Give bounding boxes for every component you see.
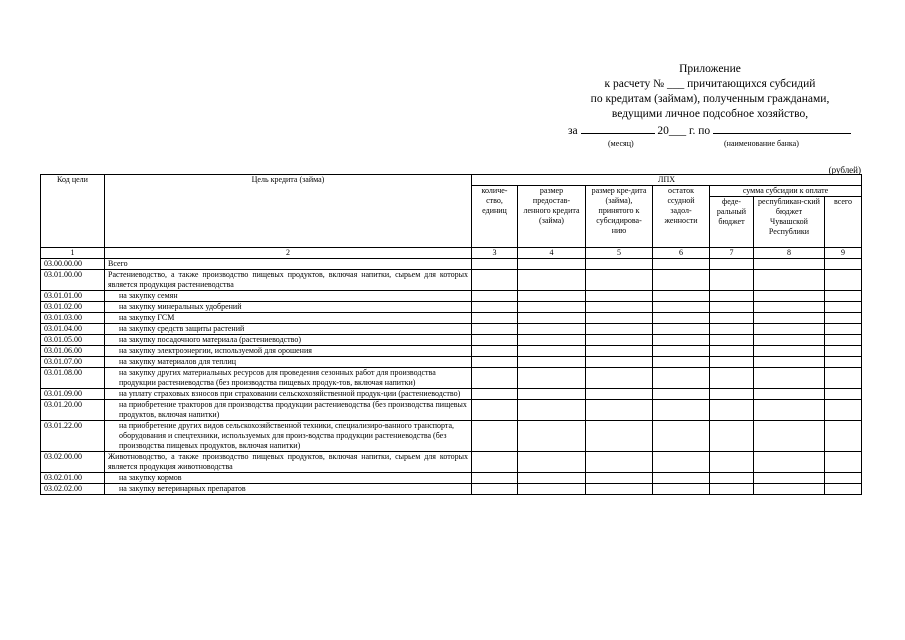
- value-cell[interactable]: [754, 302, 825, 313]
- value-cell[interactable]: [472, 473, 518, 484]
- value-cell[interactable]: [472, 452, 518, 473]
- value-cell[interactable]: [586, 291, 653, 302]
- value-cell[interactable]: [825, 291, 862, 302]
- row-code: 03.01.08.00: [41, 368, 105, 389]
- row-purpose: на приобретение тракторов для производства продукции растениеводства (без производства пищевых продуктов, включая напитки): [105, 400, 472, 421]
- value-cell[interactable]: [710, 368, 754, 389]
- value-cell[interactable]: [825, 313, 862, 324]
- table-row: [41, 313, 862, 324]
- table-row: [41, 389, 862, 400]
- appendix-title: Приложение: [679, 63, 741, 75]
- col-num: 8: [754, 248, 825, 259]
- value-cell[interactable]: [472, 389, 518, 400]
- value-cell[interactable]: [825, 270, 862, 291]
- row-purpose: Всего: [105, 259, 472, 270]
- col-federal-header: феде-ральный бюджет: [710, 197, 754, 248]
- value-cell[interactable]: [653, 368, 710, 389]
- value-cell[interactable]: [710, 400, 754, 421]
- appendix-line-4: ведущими личное подсобное хозяйство,: [611, 108, 809, 120]
- col-num: 1: [41, 248, 105, 259]
- row-code: 03.01.00.00: [41, 270, 105, 291]
- value-cell[interactable]: [825, 302, 862, 313]
- value-cell[interactable]: [754, 259, 825, 270]
- value-cell[interactable]: [518, 484, 586, 495]
- appendix-line-3: по кредитам (займам), полученным гражданами,: [590, 93, 830, 105]
- col-purpose-header: Цель кредита (займа): [105, 175, 472, 248]
- value-cell[interactable]: [653, 400, 710, 421]
- value-cell[interactable]: [518, 357, 586, 368]
- value-cell[interactable]: [653, 270, 710, 291]
- subsidy-table: [40, 174, 862, 495]
- month-hint: (месяц): [608, 139, 634, 148]
- value-cell[interactable]: [653, 452, 710, 473]
- value-cell[interactable]: [710, 324, 754, 335]
- value-cell[interactable]: [518, 452, 586, 473]
- value-cell[interactable]: [825, 259, 862, 270]
- appendix-header: [540, 62, 880, 151]
- za-label: за: [568, 125, 578, 137]
- value-cell[interactable]: [653, 335, 710, 346]
- col-accepted-header: размер кре-дита (займа), принятого к субсидирова-нию: [586, 186, 653, 248]
- row-purpose: на закупку ветеринарных препаратов: [105, 484, 472, 495]
- value-cell[interactable]: [586, 270, 653, 291]
- value-cell[interactable]: [586, 473, 653, 484]
- value-cell[interactable]: [653, 484, 710, 495]
- row-purpose: на закупку посадочного материала (растениеводство): [105, 335, 472, 346]
- row-code: 03.01.05.00: [41, 335, 105, 346]
- value-cell[interactable]: [825, 389, 862, 400]
- value-cell[interactable]: [825, 346, 862, 357]
- value-cell[interactable]: [472, 357, 518, 368]
- value-cell[interactable]: [518, 421, 586, 452]
- value-cell[interactable]: [825, 473, 862, 484]
- table-row: [41, 291, 862, 302]
- table-row: [41, 484, 862, 495]
- value-cell[interactable]: [518, 368, 586, 389]
- value-cell[interactable]: [754, 313, 825, 324]
- value-cell[interactable]: [710, 302, 754, 313]
- value-cell[interactable]: [825, 368, 862, 389]
- value-cell[interactable]: [586, 259, 653, 270]
- value-cell[interactable]: [586, 368, 653, 389]
- value-cell[interactable]: [710, 452, 754, 473]
- col-granted-header: размер предостав-ленного кредита (займа): [518, 186, 586, 248]
- row-purpose: на закупку кормов: [105, 473, 472, 484]
- row-code: 03.02.00.00: [41, 452, 105, 473]
- row-purpose: на закупку материалов для теплиц: [105, 357, 472, 368]
- value-cell[interactable]: [710, 313, 754, 324]
- row-code: 03.00.00.00: [41, 259, 105, 270]
- col-subsidy-header: сумма субсидии к оплате: [710, 186, 862, 197]
- row-purpose: на приобретение других видов сельскохозяйственной техники, специализиро-ванного транспорта, оборудования и спецтехники, используемых для произ-водства продукции растениеводства (без производства пищевых продуктов, включая напитки): [105, 421, 472, 452]
- value-cell[interactable]: [518, 291, 586, 302]
- row-code: 03.01.02.00: [41, 302, 105, 313]
- period-line: [540, 122, 880, 139]
- value-cell[interactable]: [825, 324, 862, 335]
- table-row: [41, 270, 862, 291]
- row-purpose: на закупку средств защиты растений: [105, 324, 472, 335]
- row-purpose: Растениеводство, а также производство пищевых продуктов, включая напитки, сырьем для которых является продукция растениеводства: [105, 270, 472, 291]
- value-cell[interactable]: [653, 302, 710, 313]
- col-num: 2: [105, 248, 472, 259]
- value-cell[interactable]: [518, 270, 586, 291]
- row-purpose: Животноводство, а также производство пищевых продуктов, включая напитки, сырьем для которых является продукция животноводства: [105, 452, 472, 473]
- value-cell[interactable]: [472, 484, 518, 495]
- table-row: [41, 473, 862, 484]
- value-cell[interactable]: [710, 346, 754, 357]
- value-cell[interactable]: [653, 473, 710, 484]
- value-cell[interactable]: [472, 346, 518, 357]
- col-count-header: количе-ство, единиц: [472, 186, 518, 248]
- value-cell[interactable]: [754, 452, 825, 473]
- row-purpose: на закупку семян: [105, 291, 472, 302]
- row-code: 03.01.06.00: [41, 346, 105, 357]
- value-cell[interactable]: [825, 335, 862, 346]
- value-cell[interactable]: [472, 324, 518, 335]
- value-cell[interactable]: [472, 259, 518, 270]
- value-cell[interactable]: [518, 302, 586, 313]
- value-cell[interactable]: [710, 270, 754, 291]
- table-row: [41, 400, 862, 421]
- value-cell[interactable]: [586, 400, 653, 421]
- value-cell[interactable]: [518, 259, 586, 270]
- value-cell[interactable]: [653, 259, 710, 270]
- row-code: 03.01.22.00: [41, 421, 105, 452]
- value-cell[interactable]: [472, 270, 518, 291]
- value-cell[interactable]: [472, 313, 518, 324]
- value-cell[interactable]: [754, 389, 825, 400]
- col-lph-header: ЛПХ: [472, 175, 862, 186]
- value-cell[interactable]: [586, 421, 653, 452]
- value-cell[interactable]: [472, 421, 518, 452]
- col-num: 7: [710, 248, 754, 259]
- table-row: [41, 335, 862, 346]
- table-row: [41, 368, 862, 389]
- row-code: 03.01.07.00: [41, 357, 105, 368]
- value-cell[interactable]: [472, 400, 518, 421]
- value-cell[interactable]: [653, 313, 710, 324]
- value-cell[interactable]: [472, 291, 518, 302]
- appendix-line-2: к расчету № ___ причитающихся субсидий: [604, 78, 816, 90]
- value-cell[interactable]: [586, 313, 653, 324]
- value-cell[interactable]: [754, 291, 825, 302]
- value-cell[interactable]: [754, 324, 825, 335]
- value-cell[interactable]: [518, 389, 586, 400]
- col-num: 4: [518, 248, 586, 259]
- row-code: 03.01.01.00: [41, 291, 105, 302]
- value-cell[interactable]: [653, 357, 710, 368]
- value-cell[interactable]: [518, 324, 586, 335]
- table-body: [41, 259, 862, 495]
- table-row: [41, 452, 862, 473]
- col-num: 5: [586, 248, 653, 259]
- value-cell[interactable]: [586, 357, 653, 368]
- value-cell[interactable]: [586, 452, 653, 473]
- value-cell[interactable]: [472, 368, 518, 389]
- col-num: 6: [653, 248, 710, 259]
- row-code: 03.01.04.00: [41, 324, 105, 335]
- value-cell[interactable]: [586, 302, 653, 313]
- row-purpose: на закупку минеральных удобрений: [105, 302, 472, 313]
- col-num: 3: [472, 248, 518, 259]
- table-row: [41, 357, 862, 368]
- value-cell[interactable]: [472, 302, 518, 313]
- value-cell[interactable]: [518, 335, 586, 346]
- value-cell[interactable]: [710, 259, 754, 270]
- col-republic-header: республикан-ский бюджет Чувашской Республики: [754, 197, 825, 248]
- row-code: 03.02.02.00: [41, 484, 105, 495]
- value-cell[interactable]: [518, 473, 586, 484]
- row-purpose: на закупку электроэнергии, используемой для орошения: [105, 346, 472, 357]
- value-cell[interactable]: [586, 346, 653, 357]
- value-cell[interactable]: [472, 335, 518, 346]
- value-cell[interactable]: [754, 400, 825, 421]
- value-cell[interactable]: [710, 335, 754, 346]
- value-cell[interactable]: [754, 357, 825, 368]
- value-cell[interactable]: [754, 346, 825, 357]
- value-cell[interactable]: [586, 335, 653, 346]
- value-cell[interactable]: [754, 270, 825, 291]
- table-row: [41, 302, 862, 313]
- value-cell[interactable]: [710, 421, 754, 452]
- value-cell[interactable]: [586, 484, 653, 495]
- value-cell[interactable]: [754, 368, 825, 389]
- row-code: 03.02.01.00: [41, 473, 105, 484]
- value-cell[interactable]: [653, 346, 710, 357]
- table-row: [41, 346, 862, 357]
- table-row: [41, 421, 862, 452]
- col-balance-header: остаток ссудной задол-женности: [653, 186, 710, 248]
- value-cell[interactable]: [586, 389, 653, 400]
- value-cell[interactable]: [518, 400, 586, 421]
- row-purpose: на уплату страховых взносов при страховании сельскохозяйственной продук-ции (растениеводство): [105, 389, 472, 400]
- month-blank[interactable]: [581, 122, 655, 134]
- value-cell[interactable]: [586, 324, 653, 335]
- row-code: 03.01.03.00: [41, 313, 105, 324]
- col-total-header: всего: [825, 197, 862, 248]
- table-row: [41, 324, 862, 335]
- year-label: 20___ г. по: [657, 125, 711, 137]
- value-cell[interactable]: [754, 473, 825, 484]
- value-cell[interactable]: [710, 291, 754, 302]
- bank-hint: (наименование банка): [724, 139, 799, 148]
- row-code: 03.01.20.00: [41, 400, 105, 421]
- value-cell[interactable]: [518, 346, 586, 357]
- units-label: (рублей): [828, 165, 861, 175]
- bank-blank[interactable]: [713, 122, 851, 134]
- row-purpose: на закупку других материальных ресурсов для проведения сезонных работ для производства продукции растениеводства (без производства пищевых продук-тов, включая напитки): [105, 368, 472, 389]
- value-cell[interactable]: [754, 421, 825, 452]
- value-cell[interactable]: [653, 389, 710, 400]
- value-cell[interactable]: [710, 473, 754, 484]
- value-cell[interactable]: [825, 400, 862, 421]
- value-cell[interactable]: [653, 421, 710, 452]
- value-cell[interactable]: [825, 421, 862, 452]
- col-code-header: Код цели: [41, 175, 105, 248]
- value-cell[interactable]: [710, 357, 754, 368]
- value-cell[interactable]: [710, 484, 754, 495]
- value-cell[interactable]: [653, 324, 710, 335]
- value-cell[interactable]: [825, 484, 862, 495]
- row-purpose: на закупку ГСМ: [105, 313, 472, 324]
- value-cell[interactable]: [653, 291, 710, 302]
- value-cell[interactable]: [825, 357, 862, 368]
- value-cell[interactable]: [710, 389, 754, 400]
- row-code: 03.01.09.00: [41, 389, 105, 400]
- field-hints: [540, 139, 880, 151]
- table-row: [41, 259, 862, 270]
- value-cell[interactable]: [825, 452, 862, 473]
- col-num: 9: [825, 248, 862, 259]
- value-cell[interactable]: [518, 313, 586, 324]
- value-cell[interactable]: [754, 335, 825, 346]
- value-cell[interactable]: [754, 484, 825, 495]
